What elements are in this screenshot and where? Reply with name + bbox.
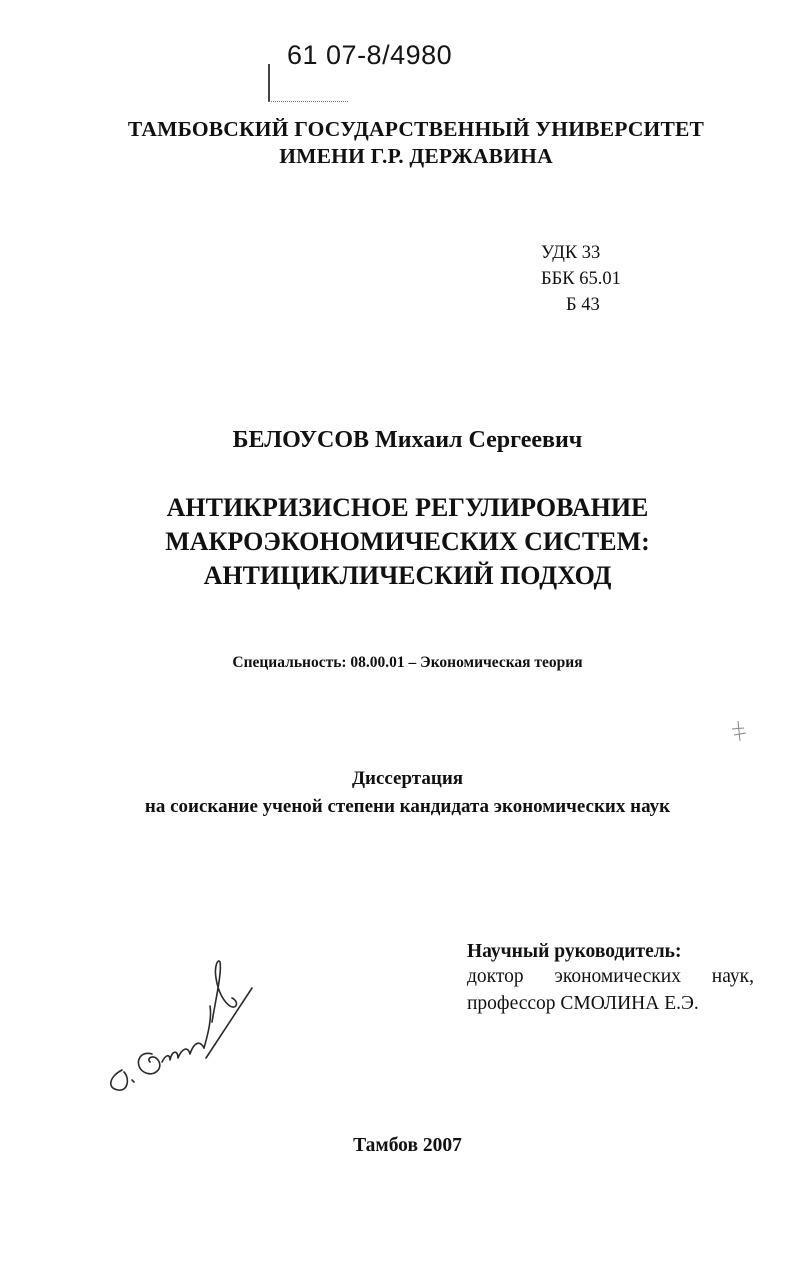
stamp-mark bbox=[268, 64, 270, 102]
university-header bbox=[36, 116, 795, 170]
supervisor-degree bbox=[467, 966, 754, 988]
signature-stroke-6 bbox=[212, 961, 236, 1022]
degree-purpose: на соискание ученой степени кандидата экономических наук bbox=[144, 796, 671, 817]
udk-code: УДК 33 bbox=[541, 243, 601, 263]
signature-stroke-5 bbox=[204, 1006, 211, 1048]
supervisor-degree-word-3: наук, bbox=[711, 966, 754, 987]
author-given-names: Михаил Сергеевич bbox=[375, 427, 583, 453]
supervisor-degree-word-1: доктор bbox=[467, 966, 524, 987]
supervisor-heading: Научный руководитель: bbox=[467, 941, 682, 962]
dissertation-type bbox=[10, 765, 795, 821]
author-mark-code: Б 43 bbox=[566, 295, 600, 315]
city-year: Тамбов 2007 bbox=[353, 1135, 462, 1156]
title-line-2: МАКРОЭКОНОМИЧЕСКИХ СИСТЕМ: bbox=[165, 527, 650, 556]
signature-stroke-2 bbox=[132, 1080, 134, 1082]
supervisor-name: профессор СМОЛИНА Е.Э. bbox=[467, 993, 699, 1014]
title-line-3: АНТИЦИКЛИЧЕСКИЙ ПОДХОД bbox=[203, 561, 612, 590]
supervisor-degree-word-2: экономических bbox=[554, 966, 681, 987]
signature-stroke-3 bbox=[138, 1053, 159, 1073]
dissertation-title bbox=[10, 491, 795, 593]
university-name: ТАМБОВСКИЙ ГОСУДАРСТВЕННЫЙ УНИВЕРСИТЕТ bbox=[127, 117, 705, 141]
paper-speck bbox=[728, 718, 750, 744]
stamp-underline bbox=[268, 101, 348, 103]
signature-stroke-4 bbox=[162, 1043, 204, 1062]
archive-stamp-code: 61 07-8/4980 bbox=[287, 40, 453, 70]
title-line-1: АНТИКРИЗИСНОЕ РЕГУЛИРОВАНИЕ bbox=[166, 493, 649, 522]
signature-stroke-7 bbox=[206, 988, 252, 1058]
handwritten-signature bbox=[100, 958, 270, 1098]
university-dedication: ИМЕНИ Г.Р. ДЕРЖАВИНА bbox=[279, 144, 553, 168]
specialty-line: Специальность: 08.00.01 – Экономическая теория bbox=[232, 654, 583, 671]
dissertation-label: Диссертация bbox=[351, 768, 464, 789]
classification-codes bbox=[541, 240, 621, 318]
author-name bbox=[10, 427, 795, 454]
signature-stroke-1 bbox=[111, 1070, 128, 1090]
bbk-code: ББК 65.01 bbox=[541, 269, 621, 289]
author-surname: БЕЛОУСОВ bbox=[232, 427, 370, 453]
